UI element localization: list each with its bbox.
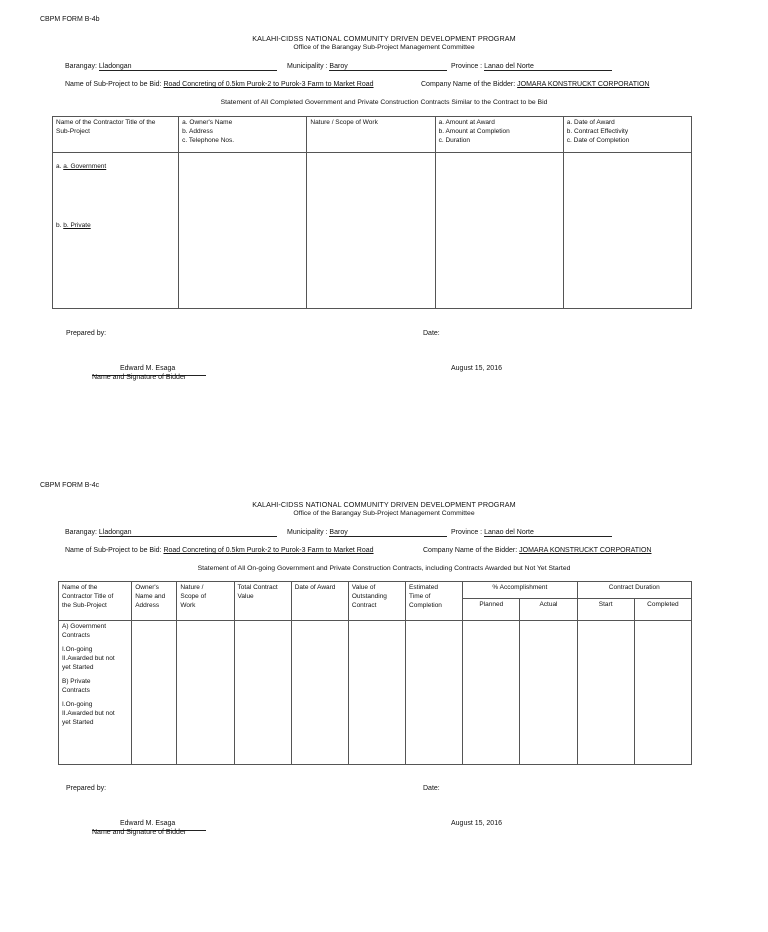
signer-caption: Name and Signature of Bidder <box>92 829 187 836</box>
header-estimated: Estimated Time of Completion <box>406 582 463 621</box>
province-value: Lanao del Norte <box>484 529 612 537</box>
header-start: Start <box>577 599 634 621</box>
subproject-field <box>65 547 374 554</box>
header-dates: a. Date of Award b. Contract Effectivity c. Date of Completion <box>563 117 691 153</box>
statement-title: Statement of All On-going Government and Private Construction Contracts, including Contracts Awarded but Not Yet Started <box>197 565 571 572</box>
subproject-field <box>65 81 374 88</box>
date-label: Date: <box>423 785 440 792</box>
table-cell <box>307 153 435 309</box>
office-title: Office of the Barangay Sub-Project Management Committee <box>293 44 475 51</box>
company-field <box>423 547 652 554</box>
form-id: CBPM FORM B-4b <box>40 16 100 23</box>
signer-name: Edward M. Esaga <box>120 820 176 827</box>
municipality-field <box>287 529 447 537</box>
signer-name: Edward M. Esaga <box>120 365 176 372</box>
subproject-label: Name of Sub-Project to be Bid: <box>65 81 162 88</box>
company-field <box>421 81 650 88</box>
barangay-field <box>65 529 277 537</box>
barangay-label: Barangay: <box>65 63 97 70</box>
table-cell <box>234 621 291 765</box>
office-title: Office of the Barangay Sub-Project Management Committee <box>293 510 475 517</box>
header-completed: Completed <box>634 599 691 621</box>
table-cell <box>348 621 405 765</box>
statement-title: Statement of All Completed Government and Private Construction Contracts Similar to the Contract to be Bid <box>220 99 548 106</box>
table-header-row <box>59 582 692 599</box>
company-value: JOMARA KONSTRUCKT CORPORATION <box>517 81 650 88</box>
header-actual: Actual <box>520 599 577 621</box>
signer-caption: Name and Signature of Bidder <box>92 374 187 381</box>
table-row <box>59 621 692 765</box>
prepared-by: Prepared by: <box>66 785 107 792</box>
header-date-award: Date of Award <box>291 582 348 621</box>
header-amount: a. Amount at Award b. Amount at Completion c. Duration <box>435 117 563 153</box>
table-cell <box>435 153 563 309</box>
header-total-value: Total Contract Value <box>234 582 291 621</box>
program-title: KALAHI-CIDSS NATIONAL COMMUNITY DRIVEN DEVELOPMENT PROGRAM <box>252 34 516 43</box>
header-contractor: Name of the Contractor Title of the Sub-Project <box>53 117 179 153</box>
barangay-value: Lladongan <box>99 529 277 537</box>
table-cell <box>577 621 634 765</box>
company-value: JOMARA KONSTRUCKT CORPORATION <box>519 547 652 554</box>
province-label: Province : <box>451 529 483 536</box>
completed-contracts-table <box>52 116 692 309</box>
row-labels: a. a. Government b. b. Private <box>53 153 179 309</box>
date-value: August 15, 2016 <box>451 365 502 372</box>
municipality-value: Baroy <box>329 529 447 537</box>
barangay-field <box>65 63 277 71</box>
header-outstanding: Value of Outstanding Contract <box>348 582 405 621</box>
header-contractor: Name of the Contractor Title of the Sub-Project <box>59 582 132 621</box>
province-value: Lanao del Norte <box>484 63 612 71</box>
date-label: Date: <box>423 330 440 337</box>
date-value: August 15, 2016 <box>451 820 502 827</box>
table-cell <box>634 621 691 765</box>
subproject-label: Name of Sub-Project to be Bid: <box>65 547 162 554</box>
table-cell <box>406 621 463 765</box>
subproject-value: Road Concreting of 0.5km Purok-2 to Purok-3 Farm to Market Road <box>163 547 374 554</box>
municipality-field <box>287 63 447 71</box>
header-owner: a. Owner's Name b. Address c. Telephone Nos. <box>179 117 307 153</box>
barangay-value: Lladongan <box>99 63 277 71</box>
header-planned: Planned <box>463 599 520 621</box>
company-label: Company Name of the Bidder: <box>423 547 518 554</box>
table-cell <box>520 621 577 765</box>
barangay-label: Barangay: <box>65 529 97 536</box>
table-cell <box>177 621 234 765</box>
table-cell <box>291 621 348 765</box>
prepared-by: Prepared by: <box>66 330 107 337</box>
municipality-label: Municipality : <box>287 63 328 70</box>
province-field <box>451 529 612 537</box>
ongoing-contracts-table <box>58 581 692 765</box>
header-nature: Nature / Scope of Work <box>177 582 234 621</box>
province-label: Province : <box>451 63 483 70</box>
subproject-value: Road Concreting of 0.5km Purok-2 to Purok-3 Farm to Market Road <box>163 81 374 88</box>
table-header-row <box>53 117 692 153</box>
header-accomplishment: % Accomplishment <box>463 582 577 599</box>
header-owner: Owner's Name and Address <box>132 582 177 621</box>
municipality-value: Baroy <box>329 63 447 71</box>
row-labels: A) Government Contracts I.On-going II.Awarded but not yet Started B) Private Contracts I.On-going II.Awarded but not yet Started <box>59 621 132 765</box>
table-cell <box>563 153 691 309</box>
table-cell <box>132 621 177 765</box>
company-label: Company Name of the Bidder: <box>421 81 516 88</box>
form-id: CBPM FORM B-4c <box>40 482 100 489</box>
header-duration: Contract Duration <box>577 582 691 599</box>
table-row <box>53 153 692 309</box>
row-private: b. Private <box>63 222 91 229</box>
table-cell <box>463 621 520 765</box>
row-government: a. Government <box>63 163 107 170</box>
program-title: KALAHI-CIDSS NATIONAL COMMUNITY DRIVEN DEVELOPMENT PROGRAM <box>252 500 516 509</box>
header-nature: Nature / Scope of Work <box>307 117 435 153</box>
municipality-label: Municipality : <box>287 529 328 536</box>
table-cell <box>179 153 307 309</box>
province-field <box>451 63 612 71</box>
